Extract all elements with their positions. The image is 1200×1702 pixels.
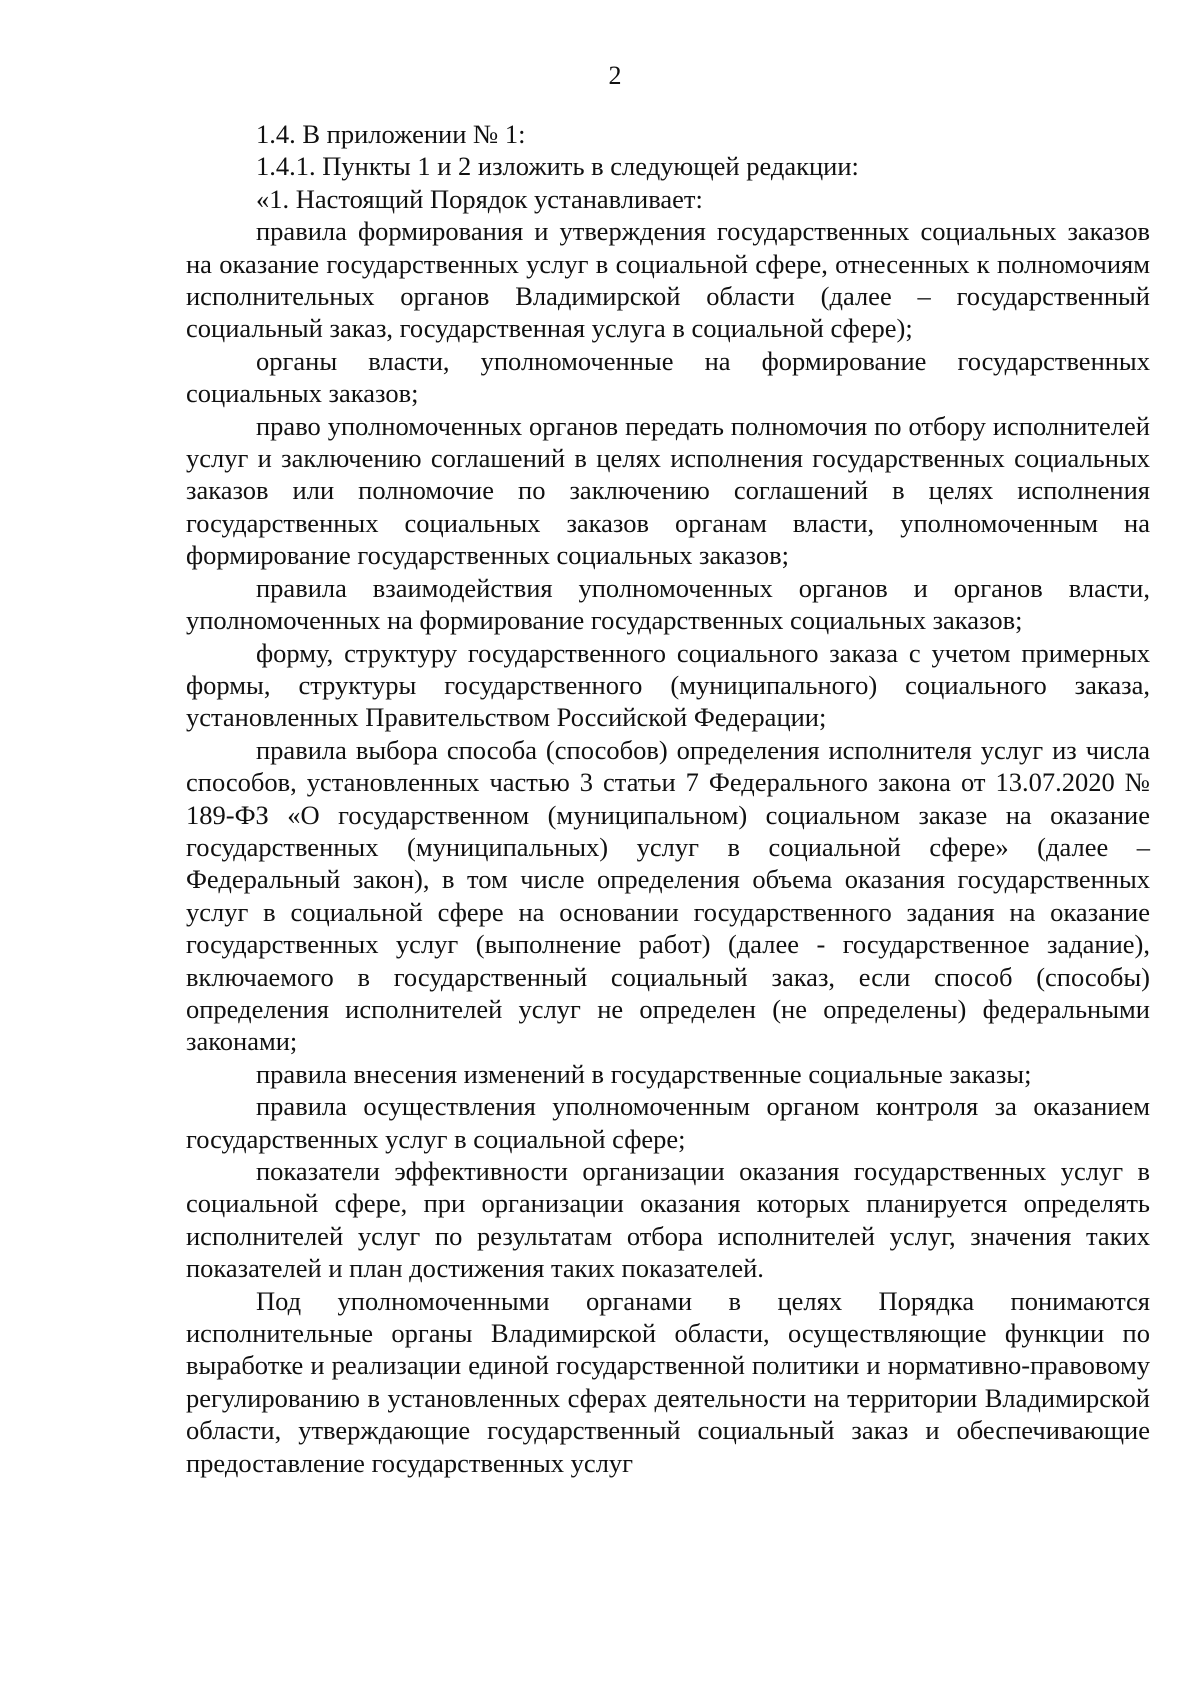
page-number: 2 — [608, 61, 622, 90]
paragraph-authorized-definition: Под уполномоченными органами в целях Порядка понимаются исполнительные органы Владимирской области, осуществляющие функции по выработке и реализации единой государственной политики и нормативно-правовому регулированию в установленных сферах деятельности на территории Владимирской области, утверждающие государственный социальный заказ и обеспечивающие предоставление государственных услуг — [186, 1285, 1150, 1478]
paragraph-authorized-bodies: органы власти, уполномоченные на формирование государственных социальных заказов; — [186, 345, 1150, 409]
paragraph-method-selection: правила выбора способа (способов) определения исполнителя услуг из числа способов, установленных частью 3 статьи 7 Федерального закона от 13.07.2020 № 189-ФЗ «О государственном (муниципальном) социальном заказе на оказание государственных (муниципальных) услуг в социальной сфере» (далее – Федеральный закон), в том числе определения объема оказания государственных услуг в социальной сфере на основании государственного задания на оказание государственных услуг (выполнение работ) (далее - государственное задание), включаемого в государственный социальный заказ, если способ (способы) определения исполнителей услуг не определен (не определены) федеральными законами; — [186, 734, 1150, 1057]
paragraph-order-intro: «1. Настоящий Порядок устанавливает: — [256, 183, 703, 214]
paragraph-amendment-rules: правила внесения изменений в государственные социальные заказы; — [256, 1058, 1032, 1089]
paragraph-transfer-powers: право уполномоченных органов передать полномочия по отбору исполнителей услуг и заключению соглашений в целях исполнения государственных социальных заказов или полномочие по заключению соглашений в целях исполнения государственных социальных заказов органам власти, уполномоченным на формирование государственных социальных заказов; — [186, 410, 1150, 571]
paragraph-formation-rules: правила формирования и утверждения государственных социальных заказов на оказание государственных услуг в социальной сфере, отнесенных к полномочиям исполнительных органов Владимирской области (далее – государственный социальный заказ, государственная услуга в социальной сфере); — [186, 216, 1150, 344]
paragraph-efficiency-indicators: показатели эффективности организации оказания государственных услуг в социальной сфере, при организации оказания которых планируется определять исполнителей услуг по результатам отбора исполнителей услуг, значения таких показателей и план достижения таких показателей. — [186, 1156, 1150, 1284]
paragraph-control-rules: правила осуществления уполномоченным органом контроля за оказанием государственных услуг в социальной сфере; — [186, 1091, 1150, 1154]
document-body — [186, 118, 1150, 1479]
paragraph-item-1-4-1: 1.4.1. Пункты 1 и 2 изложить в следующей редакции: — [256, 151, 859, 182]
paragraph-interaction-rules: правила взаимодействия уполномоченных органов и органов власти, уполномоченных на формирование государственных социальных заказов; — [186, 572, 1150, 636]
paragraph-item-1-4: 1.4. В приложении № 1: — [256, 119, 526, 149]
paragraph-form-structure: форму, структуру государственного социального заказа с учетом примерных формы, структуры государственного (муниципального) социального заказа, установленных Правительством Российской Федерации; — [186, 637, 1150, 733]
